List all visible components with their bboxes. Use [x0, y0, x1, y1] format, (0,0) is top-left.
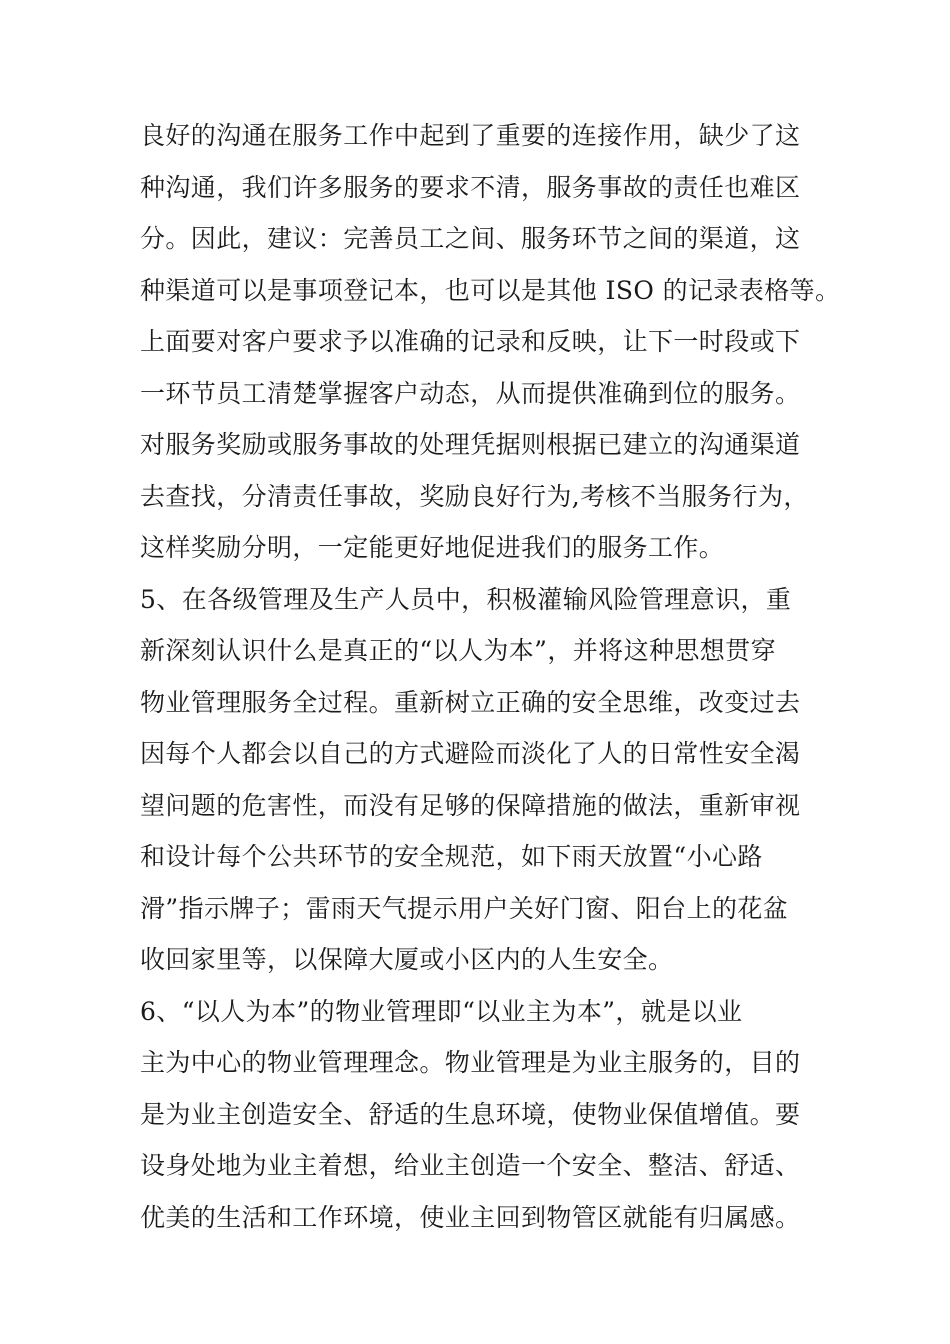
text-line: 良好的沟通在服务工作中起到了重要的连接作用，缺少了这 — [140, 121, 801, 150]
text-line: 望问题的危害性，而没有足够的保障措施的做法，重新审视 — [140, 790, 801, 820]
text-line: 主为中心的物业管理理念。物业管理是为业主服务的，目的 — [140, 1048, 801, 1077]
text-line: 设身处地为业主着想，给业主创造一个安全、整洁、舒适、 — [140, 1151, 801, 1180]
text-line: 因每个人都会以自己的方式避险而淡化了人的日常性安全渴 — [140, 739, 801, 768]
text-line: 优美的生活和工作环境，使业主回到物管区就能有归属感。 — [140, 1202, 801, 1232]
text-line: 去查找，分清责任事故，奖励良好行为,考核不当服务行为， — [140, 481, 809, 511]
text-line: 分。因此，建议：完善员工之间、服务环节之间的渠道，这 — [140, 224, 801, 253]
text-line: 上面要对客户要求予以准确的记录和反映，让下一时段或下 — [140, 327, 801, 356]
text-line: 滑”指示牌子；雷雨天气提示用户关好门窗、阳台上的花盆 — [140, 893, 789, 923]
text-line: 收回家里等，以保障大厦或小区内的人生安全。 — [140, 945, 674, 974]
text-line: 种沟通，我们许多服务的要求不清，服务事故的责任也难区 — [140, 172, 801, 202]
text-line: 新深刻认识什么是真正的“以人为本”，并将这种思想贯穿 — [140, 636, 776, 665]
text-line: 对服务奖励或服务事故的处理凭据则根据已建立的沟通渠道 — [140, 430, 801, 459]
body-text — [140, 110, 840, 1243]
text-line: 是为业主创造安全、舒适的生息环境，使物业保值增值。要 — [140, 1099, 801, 1129]
text-line: 种渠道可以是事项登记本，也可以是其他 ISO 的记录表格等。 — [140, 275, 841, 305]
text-line: 5、在各级管理及生产人员中，积极灌输风险管理意识，重 — [140, 584, 792, 614]
text-line: 一环节员工清楚掌握客户动态，从而提供准确到位的服务。 — [140, 378, 801, 408]
text-line: 和设计每个公共环节的安全规范，如下雨天放置“小心路 — [140, 842, 763, 871]
text-line: 物业管理服务全过程。重新树立正确的安全思维，改变过去 — [140, 687, 801, 717]
text-line: 这样奖励分明，一定能更好地促进我们的服务工作。 — [140, 533, 725, 562]
text-line: 6、“以人为本”的物业管理即“以业主为本”，就是以业 — [140, 996, 743, 1026]
